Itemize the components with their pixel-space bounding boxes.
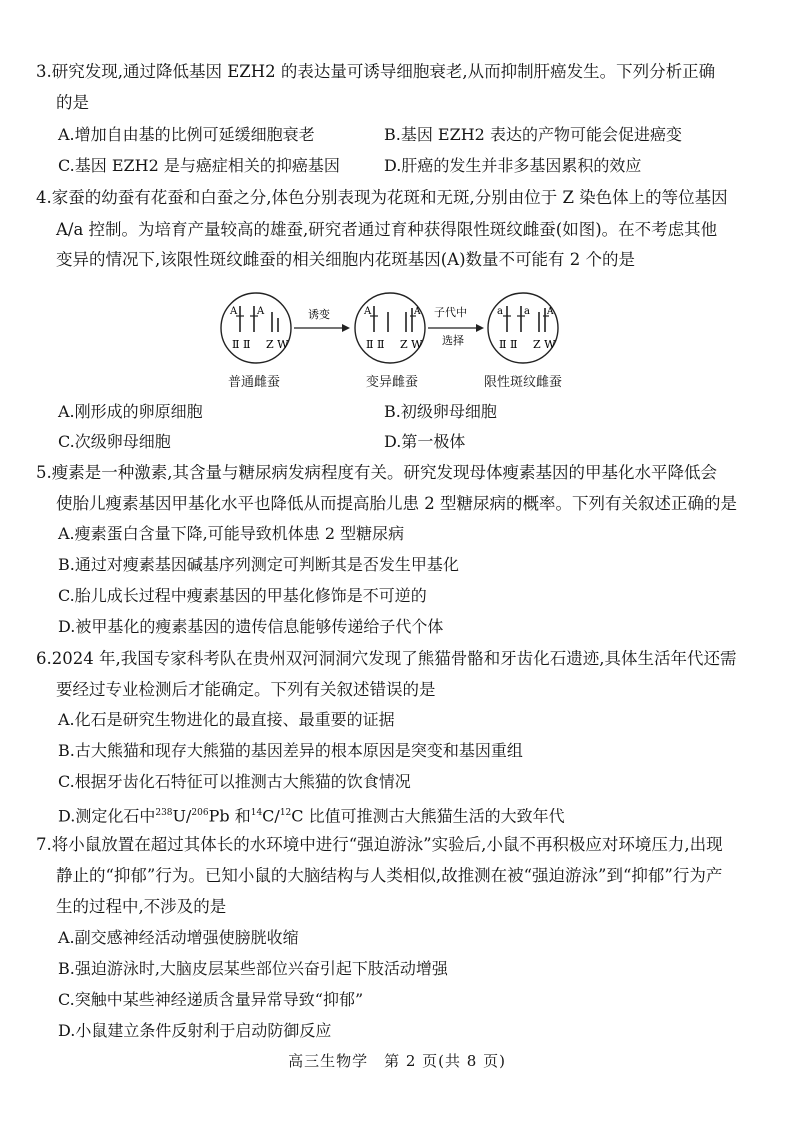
- q5-option-d: D.被甲基化的瘦素基因的遗传信息能够传递给子代个体: [58, 617, 444, 636]
- q5-option-c: C.胎儿成长过程中瘦素基因的甲基化修饰是不可逆的: [58, 586, 427, 605]
- q6-option-a: A.化石是研究生物进化的最直接、最重要的证据: [58, 710, 395, 729]
- allele-a-label: a: [524, 306, 530, 317]
- cell2-caption: 变异雌蚕: [366, 375, 419, 390]
- cell-mutant-female: [355, 293, 425, 363]
- q7-option-c: C.突触中某些神经递质含量异常导致“抑郁”: [58, 990, 364, 1009]
- allele-A-label: A: [257, 306, 265, 317]
- allele-a-label: a: [497, 306, 503, 317]
- q4-stem-line1: 4.家蚕的幼蚕有花蚕和白蚕之分,体色分别表现为花斑和无斑,分别由位于 Z 染色体上的等位基因: [36, 188, 728, 207]
- q3-option-d: D.肝癌的发生并非多基因累积的效应: [384, 156, 642, 175]
- cell-sex-limited-female: [488, 293, 558, 363]
- q6-option-d: [58, 803, 565, 826]
- isotope-mass-14: 14: [250, 808, 263, 818]
- q7-stem-line1: 7.将小鼠放置在超过其体长的水环境中进行“强迫游泳”实验后,小鼠不再积极应对环境压力,出现: [36, 835, 723, 854]
- allele-A-label: A: [414, 307, 421, 317]
- q7-option-a: A.副交感神经活动增强使膀胱收缩: [58, 928, 299, 947]
- isotope-mass-238: 238: [155, 808, 173, 818]
- sex-chrom-ZW-label: Z W: [400, 338, 423, 351]
- allele-A-label: A: [230, 306, 238, 317]
- q6-option-d-text-c14: C/: [262, 806, 280, 826]
- allele-A-label: A: [547, 307, 554, 317]
- q5-stem-line1: 5.瘦素是一种激素,其含量与糖尿病发病程度有关。研究发现母体瘦素基因的甲基化水平降低会: [36, 463, 717, 482]
- q5-stem-line2: 使胎儿瘦素基因甲基化水平也降低从而提高胎儿患 2 型糖尿病的概率。下列有关叙述正确的是: [56, 494, 737, 513]
- q3-option-a: A.增加自由基的比例可延缓细胞衰老: [58, 125, 315, 144]
- chrom-pair-II-label: Ⅱ Ⅱ: [366, 338, 385, 351]
- q7-stem-line3: 生的过程中,不涉及的是: [56, 897, 227, 916]
- q3-stem-line1: 3.研究发现,通过降低基因 EZH2 的表达量可诱导细胞衰老,从而抑制肝癌发生。下列分析正确: [36, 62, 716, 81]
- q5-option-b: B.通过对瘦素基因碱基序列测定可判断其是否发生甲基化: [58, 555, 459, 574]
- q6-option-b: B.古大熊猫和现存大熊猫的基因差异的根本原因是突变和基因重组: [58, 741, 523, 760]
- q4-option-b: B.初级卵母细胞: [384, 402, 497, 421]
- arrow-selection: [428, 305, 484, 347]
- q6-option-d-text-pre: D.测定化石中: [58, 806, 156, 826]
- q4-option-a: A.刚形成的卵原细胞: [58, 402, 203, 421]
- q4-option-c: C.次级卵母细胞: [58, 432, 171, 451]
- q7-option-b: B.强迫游泳时,大脑皮层某些部位兴奋引起下肢活动增强: [58, 959, 448, 978]
- q7-stem-line2: 静止的“抑郁”行为。已知小鼠的大脑结构与人类相似,故推测在被“强迫游泳”到“抑郁”行为产: [56, 866, 723, 885]
- q4-stem-line3: 变异的情况下,该限性斑纹雌蚕的相关细胞内花斑基因(A)数量不可能有 2 个的是: [56, 250, 636, 269]
- q4-stem-line2: A/a 控制。为培育产量较高的雄蚕,研究者通过育种获得限性斑纹雌蚕(如图)。在不考虑其他: [56, 220, 718, 239]
- arrow2-label-top: 子代中: [434, 306, 467, 319]
- q4-chromosome-figure: [218, 290, 578, 370]
- page-footer: 高三生物学 第 2 页(共 8 页): [288, 1052, 506, 1070]
- q6-option-d-text-post: C 比值可推测古大熊猫生活的大致年代: [291, 806, 565, 826]
- cell-normal-female: [221, 293, 291, 363]
- q6-option-d-text-pb: Pb 和: [208, 806, 251, 826]
- arrow2-label-bottom: 选择: [442, 334, 464, 347]
- q3-option-c: C.基因 EZH2 是与癌症相关的抑癌基因: [58, 156, 340, 175]
- cell3-caption: 限性斑纹雌蚕: [484, 375, 563, 390]
- sex-chrom-ZW-label: Z W: [533, 338, 556, 351]
- isotope-mass-12: 12: [279, 808, 292, 818]
- q6-option-d-text-u: U/: [172, 806, 192, 826]
- sex-chrom-ZW-label: Z W: [266, 338, 289, 351]
- q7-option-d: D.小鼠建立条件反射利于启动防御反应: [58, 1021, 332, 1040]
- isotope-mass-206: 206: [191, 808, 209, 818]
- chrom-pair-II-label: Ⅱ Ⅱ: [499, 338, 518, 351]
- allele-A-label: A: [364, 306, 372, 317]
- arrow1-label: 诱变: [308, 308, 330, 321]
- chrom-pair-II-label: Ⅱ Ⅱ: [232, 338, 251, 351]
- arrow-mutagenesis: [294, 307, 350, 332]
- q6-stem-line1: 6.2024 年,我国专家科考队在贵州双河洞洞穴发现了熊猫骨骼和牙齿化石遗迹,具体生活年代还需: [36, 649, 737, 668]
- cell1-caption: 普通雌蚕: [228, 375, 281, 390]
- q6-option-c: C.根据牙齿化石特征可以推测古大熊猫的饮食情况: [58, 772, 411, 791]
- q3-stem-line2: 的是: [56, 93, 89, 112]
- q5-option-a: A.瘦素蛋白含量下降,可能导致机体患 2 型糖尿病: [58, 524, 405, 543]
- q6-stem-line2: 要经过专业检测后才能确定。下列有关叙述错误的是: [56, 680, 436, 699]
- q3-option-b: B.基因 EZH2 表达的产物可能会促进癌变: [384, 125, 682, 144]
- q4-option-d: D.第一极体: [384, 432, 466, 451]
